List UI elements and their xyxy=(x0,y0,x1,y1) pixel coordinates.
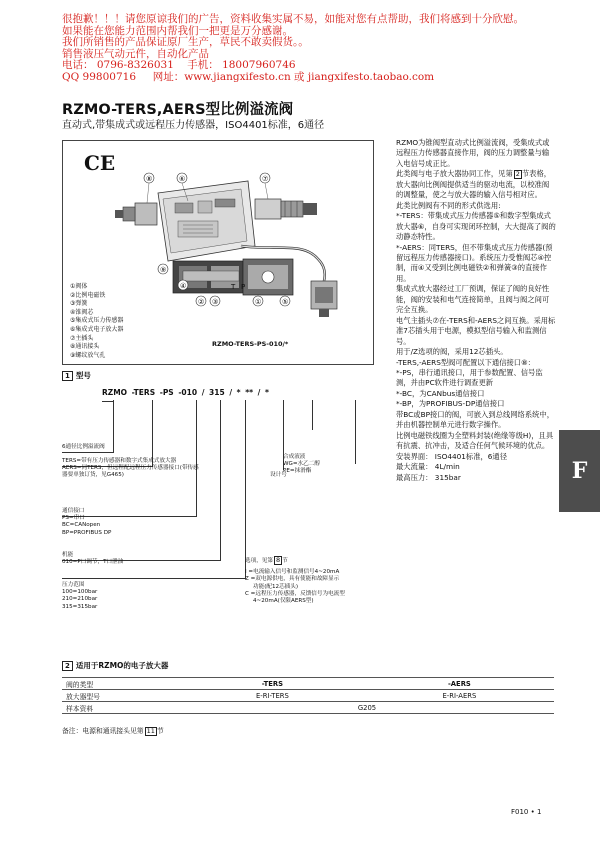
footnote: 备注：电源和通讯接头见第 11 节 xyxy=(62,727,164,735)
desc-aers: *-AERS：同TERS，但不带集成式压力传感器(预留远程压力传感器接口)。系统压力受惟阀芯④控制，而④又受到比例电磁铁②和弹簧③的直接作用。 xyxy=(396,242,553,283)
section-title: 适用于RZMO的电子放大器 xyxy=(75,661,169,670)
ad-line-3: 我们所销售的产品保证原厂生产，草民不敢卖假货。。 xyxy=(62,36,309,48)
part-item: ④锥阀芯 xyxy=(70,308,94,316)
desc-p9: 比例电磁铁线圈为全塑料封装(绝缘等级H)，且具有抗震、抗冲击，及适合任何气候环境的优点。 xyxy=(396,430,554,451)
part-item: ②比例电磁铁 xyxy=(70,291,106,299)
note-comm: 通信接口 PS=串口 BC=CANopen BP=PROFIBUS DP xyxy=(62,508,112,536)
pressure-sensor xyxy=(311,281,337,317)
note-ters-aers: TERS=带有压力传感器和数字式集成式放大器 AERS=同TERS，但远程配远程压力传感器接口(带传感器要单独订货，见G465) xyxy=(62,458,199,479)
callout-9: ⑨ xyxy=(160,266,167,274)
note-pressure-range: 压力范围 100=100bar 210=210bar 315=315bar xyxy=(62,582,98,610)
callout-4: ④ xyxy=(180,282,187,290)
section-tab-f[interactable]: F xyxy=(559,430,600,512)
ce-mark: CE xyxy=(84,151,116,175)
desc-p6: 用于/Z选项的阀，采用12芯插头。 xyxy=(396,347,508,357)
desc-comm-bc: *-BC，为CANbus通信接口 xyxy=(396,388,485,398)
amplifier-housing xyxy=(158,181,255,261)
callout-1: ① xyxy=(255,298,262,306)
section-1-heading xyxy=(62,370,91,381)
part-item: ⑨螺纹放气孔 xyxy=(70,351,106,359)
desc-p4: 集成式放大器经过工厂预调，保证了阀的良好性能，阀的安装和电气连接简单，且阀与阀之间可完全互换。 xyxy=(396,284,550,315)
desc-p2: 此类阀与电子放大器协同工作，见第 2 节表格，放大器向比例阀提供适当的驱动电流，以校准阀的调整量，使之与放大器的输入信号相对应。 xyxy=(396,169,552,200)
page-title: RZMO-TERS,AERS型比例溢流阀 xyxy=(62,102,294,118)
part-item: ①阀体 xyxy=(70,283,88,290)
model-code: RZMO -TERS -PS -010 / 315 / * ** / * xyxy=(102,388,269,397)
ad-banner xyxy=(62,13,524,83)
page-number: F010 • 1 xyxy=(511,808,542,816)
spec-mount: 安装界面： ISO4401标准，6通径 xyxy=(396,451,508,461)
port-t: T xyxy=(231,283,236,291)
table-row: 样本资料 G205 xyxy=(62,702,554,714)
part-item: ⑤集成式压力传感器 xyxy=(70,317,124,325)
callout-7: ⑦ xyxy=(262,175,269,183)
section-title: 型号 xyxy=(75,371,91,380)
callout-8: ⑧ xyxy=(146,175,153,183)
ad-website[interactable]: 网址：www.jiangxifesto.cn 或 jiangxifesto.taobao.com xyxy=(152,70,435,83)
section-number: 1 xyxy=(62,371,73,381)
callout-6: ⑥ xyxy=(179,175,186,183)
ad-line-4: 销售液压气动元件，自动化产品 xyxy=(62,47,209,60)
desc-ters: *-TERS：带集成式压力传感器⑤和数字型集成式放大器⑥，自身可实现闭环控制，大大提高了阀的动静态特性。 xyxy=(396,211,556,242)
note-function: 机能 010=P口调节，T口泄油 xyxy=(62,552,124,566)
ad-web-line xyxy=(62,72,502,84)
note-design: 设计号 xyxy=(270,472,287,478)
desc-p8: 带BC或BP接口的阀，可嵌入到总线网络系统中，并由机器控制单元进行数字操作。 xyxy=(396,409,555,430)
table-row: 放大器型号 E-RI-TERS E-RI-AERS xyxy=(62,690,554,702)
part-item: ⑦主插头 xyxy=(70,334,94,342)
amplifier-table xyxy=(62,677,554,714)
callout-5: ⑤ xyxy=(282,298,289,306)
ad-mobile: 手机： 18007960746 xyxy=(187,59,296,71)
desc-p5: 电气主插头⑦在-TERS和-AERS之间互换。采用标准7芯插头用于电源，模拟型信号输入和监测信号。 xyxy=(396,315,556,346)
section-number: 2 xyxy=(62,661,73,671)
spec-pressure: 最高压力： 315bar xyxy=(396,472,461,482)
desc-p1: RZMO为锥阀型直动式比例溢流阀，受集成式或远程压力传感器直接作用，阀的压力调整量与输入电信号成正比。 xyxy=(396,138,550,168)
page-subtitle: 直动式,带集成式或远程压力传感器，ISO4401标准，6通径 xyxy=(62,120,325,131)
desc-p7: -TERS,-AERS型阀可配置以下通信接口⑧： xyxy=(396,357,535,367)
part-item: ⑥集成式电子放大器 xyxy=(70,325,124,333)
note-options: 选项，见第 8 节 I =电流输入信号和监测信号4~20mA Z =双电源供电，具有使能和故障显示 功能(配12芯插头) C =远程压力传感器，反馈信号为电流型 4~20mA(仅限AERS型) xyxy=(245,556,345,605)
port-p: P xyxy=(241,283,246,291)
ad-line-1: 很抱歉！！！请您原谅我们的广告，资料收集实属不易，如能对您有点帮助，我们将感到十分欣慰。 xyxy=(62,13,524,25)
spec-flow: 最大流量： 4L/min xyxy=(396,462,460,472)
main-plug xyxy=(255,199,317,219)
section-ref-box: 2 xyxy=(515,170,520,179)
note-seal: 合成液液 WG=水乙二醇 PE=抹滑酯 xyxy=(283,454,320,475)
note-size: 6通径比例溢流阀 xyxy=(62,444,105,450)
desc-p3-intro: 此类比例阀有不同的形式供选用: xyxy=(396,200,501,210)
ad-line-2: 如果能在您能力范围内帮我们一把更是万分感谢。 xyxy=(62,24,293,37)
diagram-caption: RZMO-TERS-PS-010/* xyxy=(212,340,289,348)
section-2-heading xyxy=(62,660,168,671)
ad-phone: 电话： 0796-8326031 xyxy=(62,59,174,71)
description-column xyxy=(396,138,556,483)
callout-2: ② xyxy=(198,298,205,306)
desc-comm-ps: *-PS，串行通讯接口，用于参数配置、信号监测，并由PC软件进行调查更新 xyxy=(396,367,543,388)
comm-connector xyxy=(115,203,157,225)
parts-list xyxy=(70,283,123,360)
part-item: ⑧通讯接头 xyxy=(70,343,100,351)
desc-comm-bp: *-BP，为PROFIBUS-DP通信接口 xyxy=(396,399,505,409)
table-row: 阀的类型 -TERS -AERS xyxy=(62,678,554,690)
ad-qq: QQ 99800716 xyxy=(62,70,136,83)
callout-3: ③ xyxy=(212,298,219,306)
part-item: ③弹簧 xyxy=(70,300,88,308)
